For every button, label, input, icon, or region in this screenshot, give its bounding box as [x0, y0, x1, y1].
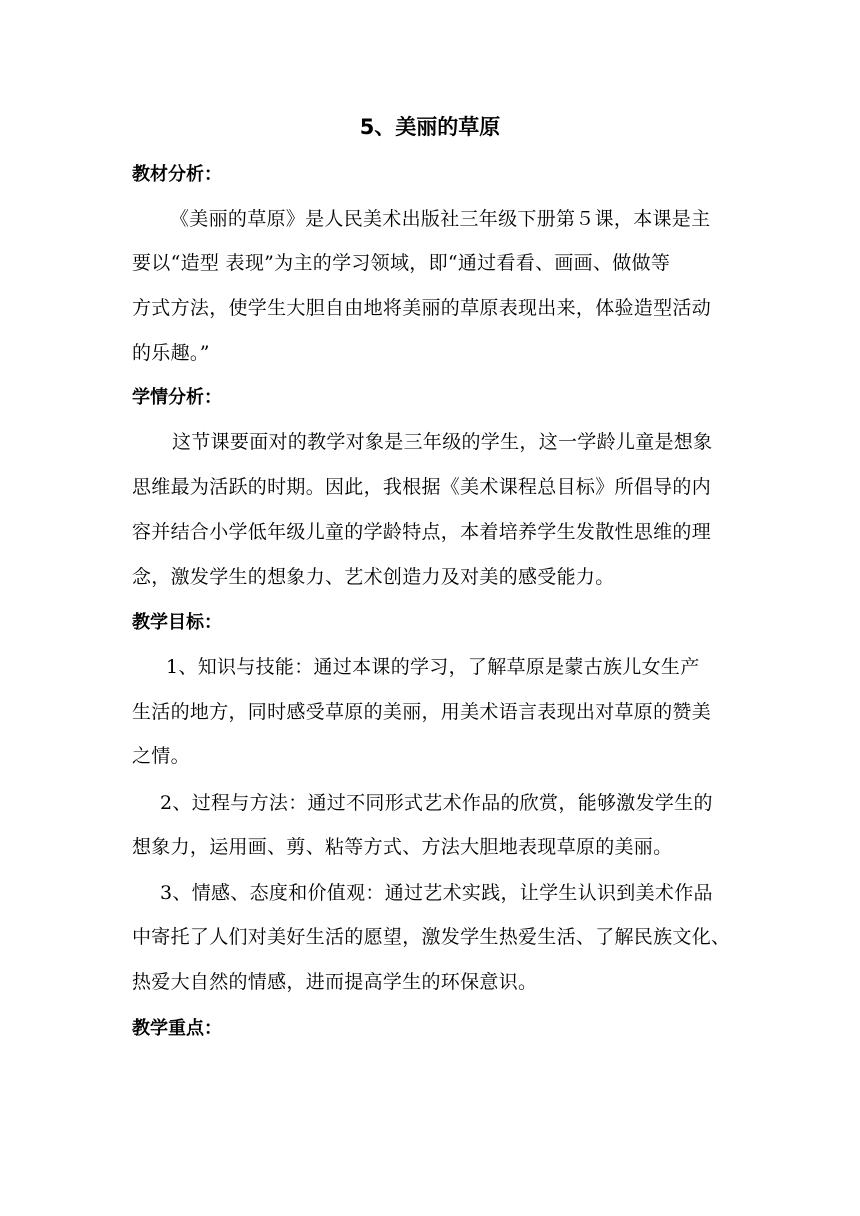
section-heading-students: 学情分析：: [132, 387, 222, 408]
goal-item-line: 生活的地方，同时感受草原的美丽，用美术语言表现出对草原的赞美: [132, 701, 712, 723]
goal-item-line: 热爱大自然的情感，进而提高学生的环保意识。: [132, 971, 538, 993]
goal-item-line: 中寄托了人们对美好生活的愿望，激发学生热爱生活、了解民族文化、: [132, 926, 731, 948]
section-heading-key-points: 教学重点：: [132, 1018, 222, 1039]
goal-item-line: 想象力，运用画、剪、粘等方式、方法大胆地表现草原的美丽。: [132, 836, 673, 858]
goal-item-line: 2、过程与方法：通过不同形式艺术作品的欣赏，能够激发学生的: [160, 792, 713, 814]
paragraph-line: 方式方法，使学生大胆自由地将美丽的草原表现出来，体验造型活动: [132, 297, 712, 319]
goal-item-line: 之情。: [132, 745, 190, 767]
section-heading-analysis: 教材分析：: [132, 164, 222, 185]
goal-item-line: 3、情感、态度和价值观：通过艺术实践，让学生认识到美术作品: [160, 882, 713, 904]
paragraph-line: 要以“造型 表现”为主的学习领域，即“通过看看、画画、做做等: [132, 252, 671, 274]
paragraph-line: 思维最为活跃的时期。因此，我根据《美术课程总目标》所倡导的内: [132, 476, 712, 498]
paragraph-line: 念，激发学生的想象力、艺术创造力及对美的感受能力。: [132, 566, 615, 588]
paragraph-line: 《美丽的草原》是人民美术出版社三年级下册第５课，本课是主: [170, 208, 711, 230]
section-heading-goals: 教学目标：: [132, 612, 222, 633]
goal-item-line: 1、知识与技能：通过本课的学习，了解草原是蒙古族儿女生产: [166, 656, 700, 678]
document-title: 5、美丽的草原: [359, 115, 501, 139]
paragraph-line: 容并结合小学低年级儿童的学龄特点，本着培养学生发散性思维的理: [132, 521, 712, 543]
paragraph-line: 这节课要面对的教学对象是三年级的学生，这一学龄儿童是想象: [172, 431, 713, 453]
paragraph-line: 的乐趣。”: [132, 342, 210, 364]
